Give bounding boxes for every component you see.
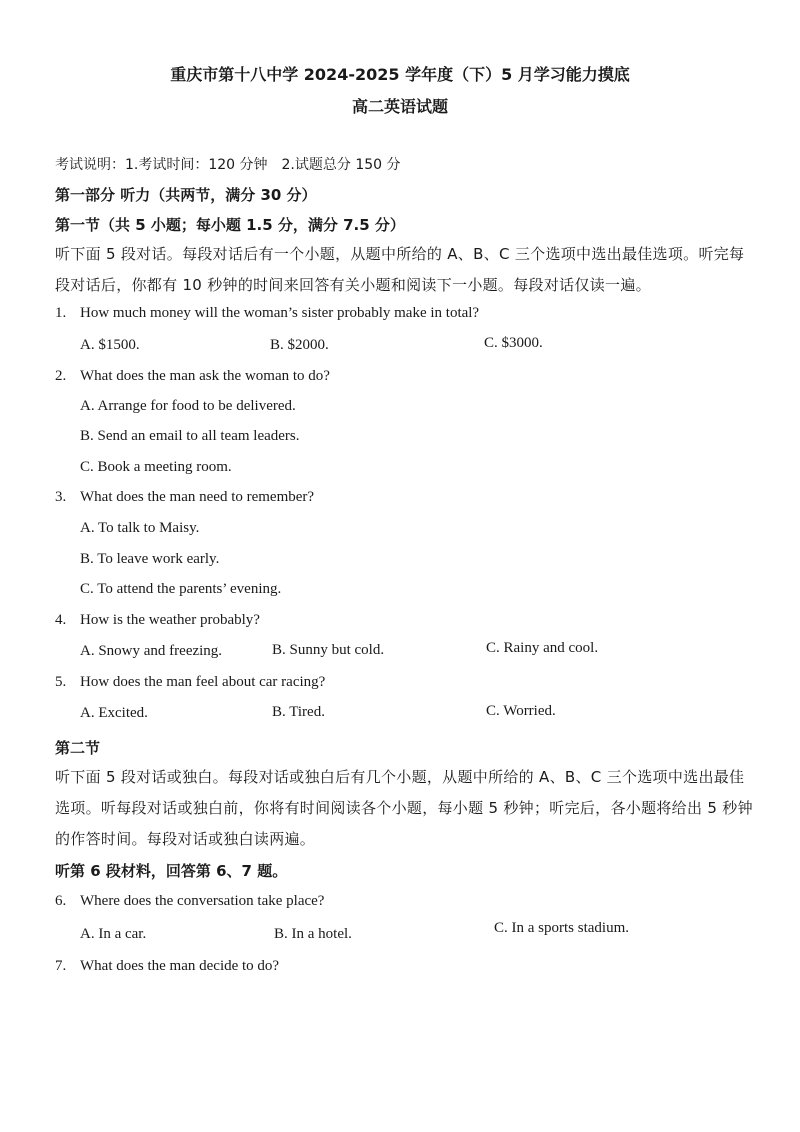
- exam-note: 考试说明：1.考试时间：120 分钟 2.试题总分 150 分: [55, 157, 401, 173]
- question-1-option-a: A. $1500.: [80, 337, 140, 353]
- question-3-option-a: A. To talk to Maisy.: [80, 520, 200, 536]
- question-6-option-b: B. In a hotel.: [274, 926, 352, 942]
- question-3-option-c: C. To attend the parents’ evening.: [80, 581, 282, 597]
- exam-title: 重庆市第十八中学 2024-2025 学年度（下）5 月学习能力摸底: [170, 65, 630, 84]
- section2-instructions-line3: 的作答时间。每段对话或独白读两遍。: [55, 830, 316, 848]
- question-7-number: 7.: [55, 958, 67, 974]
- question-1-text: How much money will the woman’s sister probably make in total?: [80, 305, 480, 321]
- question-5-text: How does the man feel about car racing?: [80, 674, 326, 690]
- part1-heading: 第一部分 听力（共两节，满分 30 分）: [55, 186, 317, 204]
- question-5-option-c: C. Worried.: [486, 703, 556, 719]
- question-6-text: Where does the conversation take place?: [80, 893, 325, 909]
- question-3-text: What does the man need to remember?: [80, 489, 315, 505]
- exam-subtitle: 高二英语试题: [351, 97, 448, 116]
- question-3-option-b: B. To leave work early.: [80, 551, 220, 567]
- section1-instructions-line2: 段对话后，你都有 10 秒钟的时间来回答有关小题和阅读下一小题。每段对话仅读一遍。: [55, 276, 651, 294]
- question-1-number: 1.: [55, 305, 67, 321]
- question-6-option-c: C. In a sports stadium.: [494, 920, 629, 936]
- question-4-option-a: A. Snowy and freezing.: [80, 643, 223, 659]
- question-1-option-b: B. $2000.: [270, 337, 329, 353]
- question-5-number: 5.: [55, 674, 67, 690]
- question-2-number: 2.: [55, 368, 67, 384]
- section1-heading: 第一节（共 5 小题；每小题 1.5 分，满分 7.5 分）: [55, 216, 405, 234]
- question-4-text: How is the weather probably?: [80, 612, 260, 628]
- question-2-option-a: A. Arrange for food to be delivered.: [80, 398, 296, 414]
- question-5-option-b: B. Tired.: [272, 704, 325, 720]
- question-2-option-b: B. Send an email to all team leaders.: [80, 428, 300, 444]
- material-6-note: 听第 6 段材料，回答第 6、7 题。: [55, 862, 288, 880]
- question-1-option-c: C. $3000.: [484, 335, 543, 351]
- question-4-option-b: B. Sunny but cold.: [272, 642, 385, 658]
- question-5-option-a: A. Excited.: [80, 705, 148, 721]
- question-4-option-c: C. Rainy and cool.: [486, 640, 599, 656]
- question-4-number: 4.: [55, 612, 67, 628]
- question-2-text: What does the man ask the woman to do?: [80, 368, 330, 384]
- question-6-option-a: A. In a car.: [80, 926, 147, 942]
- section2-instructions-line1: 听下面 5 段对话或独白。每段对话或独白后有几个小题，从题中所给的 A、B、C 三个选项中选出最佳: [55, 768, 745, 786]
- question-7-text: What does the man decide to do?: [80, 958, 280, 974]
- section1-instructions-line1: 听下面 5 段对话。每段对话后有一个小题，从题中所给的 A、B、C 三个选项中选出最佳选项。听完每: [55, 245, 745, 263]
- question-3-number: 3.: [55, 489, 67, 505]
- question-2-option-c: C. Book a meeting room.: [80, 459, 232, 475]
- section2-instructions-line2: 选项。听每段对话或独白前，你将有时间阅读各个小题，每小题 5 秒钟；听完后，各小题将给出 5 秒钟: [55, 799, 753, 817]
- section2-heading: 第二节: [55, 739, 101, 757]
- question-6-number: 6.: [55, 893, 67, 909]
